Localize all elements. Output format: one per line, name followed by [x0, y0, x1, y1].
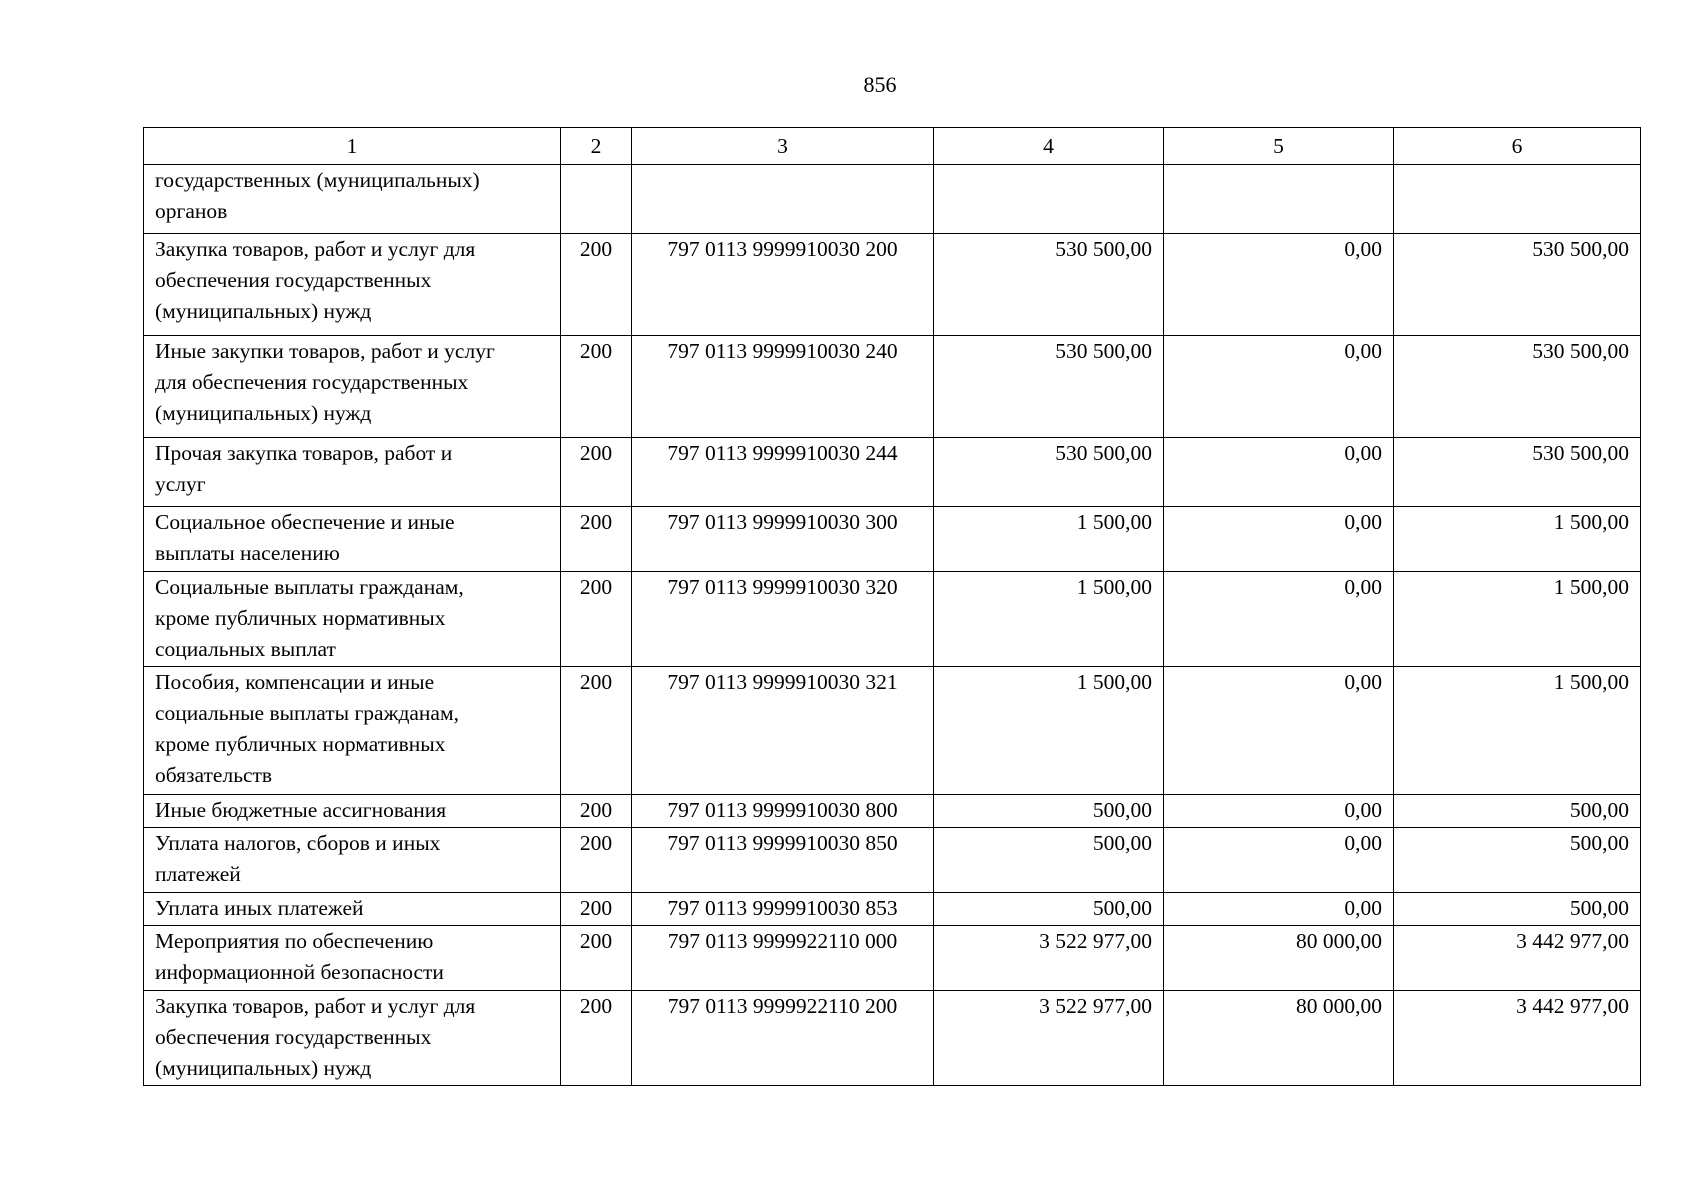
amount-col-5: 0,00	[1164, 572, 1394, 667]
row-column-2: 200	[561, 667, 632, 795]
budget-code: 797 0113 9999910030 240	[632, 336, 934, 438]
budget-code: 797 0113 9999910030 244	[632, 438, 934, 507]
table-header-row	[144, 128, 1641, 165]
amount-col-6: 530 500,00	[1394, 234, 1641, 336]
table-row	[144, 893, 1641, 926]
column-header: 4	[934, 128, 1164, 165]
column-header: 2	[561, 128, 632, 165]
table-row	[144, 165, 1641, 234]
amount-col-4: 500,00	[934, 893, 1164, 926]
column-header: 6	[1394, 128, 1641, 165]
row-label: Закупка товаров, работ и услуг для обеспечения государственных (муниципальных) нужд	[144, 234, 561, 336]
amount-col-5: 0,00	[1164, 234, 1394, 336]
table-row	[144, 795, 1641, 828]
row-label: Мероприятия по обеспечению информационной безопасности	[144, 926, 561, 991]
amount-col-6: 1 500,00	[1394, 572, 1641, 667]
amount-col-4: 530 500,00	[934, 234, 1164, 336]
row-column-2: 200	[561, 991, 632, 1086]
amount-col-6: 3 442 977,00	[1394, 926, 1641, 991]
table-row	[144, 234, 1641, 336]
row-label: Прочая закупка товаров, работ и услуг	[144, 438, 561, 507]
row-column-2: 200	[561, 795, 632, 828]
table-body	[144, 165, 1641, 1086]
amount-col-6: 3 442 977,00	[1394, 991, 1641, 1086]
row-label: Иные закупки товаров, работ и услуг для обеспечения государственных (муниципальных) нужд	[144, 336, 561, 438]
amount-col-6: 530 500,00	[1394, 336, 1641, 438]
budget-code: 797 0113 9999910030 320	[632, 572, 934, 667]
row-label: Уплата налогов, сборов и иных платежей	[144, 828, 561, 893]
amount-col-6: 1 500,00	[1394, 667, 1641, 795]
budget-code: 797 0113 9999910030 300	[632, 507, 934, 572]
column-header: 1	[144, 128, 561, 165]
amount-col-5: 80 000,00	[1164, 991, 1394, 1086]
row-column-2: 200	[561, 507, 632, 572]
row-column-2: 200	[561, 336, 632, 438]
amount-col-4: 1 500,00	[934, 507, 1164, 572]
table-row	[144, 572, 1641, 667]
amount-col-5: 0,00	[1164, 893, 1394, 926]
budget-code: 797 0113 9999910030 850	[632, 828, 934, 893]
row-label: государственных (муниципальных) органов	[144, 165, 561, 234]
amount-col-4: 3 522 977,00	[934, 926, 1164, 991]
row-label: Пособия, компенсации и иные социальные выплаты гражданам, кроме публичных нормативных обязательств	[144, 667, 561, 795]
budget-table	[143, 127, 1641, 1086]
budget-code: 797 0113 9999910030 853	[632, 893, 934, 926]
amount-col-6	[1394, 165, 1641, 234]
budget-code	[632, 165, 934, 234]
amount-col-6: 500,00	[1394, 893, 1641, 926]
row-label: Социальное обеспечение и иные выплаты населению	[144, 507, 561, 572]
row-label: Уплата иных платежей	[144, 893, 561, 926]
amount-col-5: 0,00	[1164, 667, 1394, 795]
amount-col-6: 500,00	[1394, 795, 1641, 828]
amount-col-4	[934, 165, 1164, 234]
table-row	[144, 828, 1641, 893]
amount-col-4: 530 500,00	[934, 438, 1164, 507]
row-label: Закупка товаров, работ и услуг для обеспечения государственных (муниципальных) нужд	[144, 991, 561, 1086]
row-column-2: 200	[561, 926, 632, 991]
amount-col-5: 80 000,00	[1164, 926, 1394, 991]
amount-col-6: 500,00	[1394, 828, 1641, 893]
page-number: 856	[863, 72, 897, 97]
budget-code: 797 0113 9999922110 000	[632, 926, 934, 991]
row-column-2	[561, 165, 632, 234]
amount-col-5: 0,00	[1164, 828, 1394, 893]
column-header: 5	[1164, 128, 1394, 165]
amount-col-4: 530 500,00	[934, 336, 1164, 438]
amount-col-5	[1164, 165, 1394, 234]
table-row	[144, 507, 1641, 572]
row-column-2: 200	[561, 828, 632, 893]
budget-code: 797 0113 9999922110 200	[632, 991, 934, 1086]
row-column-2: 200	[561, 572, 632, 667]
amount-col-5: 0,00	[1164, 795, 1394, 828]
row-label: Иные бюджетные ассигнования	[144, 795, 561, 828]
amount-col-6: 530 500,00	[1394, 438, 1641, 507]
amount-col-5: 0,00	[1164, 507, 1394, 572]
amount-col-5: 0,00	[1164, 438, 1394, 507]
row-column-2: 200	[561, 234, 632, 336]
row-column-2: 200	[561, 438, 632, 507]
budget-code: 797 0113 9999910030 321	[632, 667, 934, 795]
amount-col-4: 3 522 977,00	[934, 991, 1164, 1086]
amount-col-4: 1 500,00	[934, 572, 1164, 667]
budget-code: 797 0113 9999910030 200	[632, 234, 934, 336]
table-row	[144, 336, 1641, 438]
amount-col-4: 500,00	[934, 795, 1164, 828]
amount-col-6: 1 500,00	[1394, 507, 1641, 572]
table-row	[144, 438, 1641, 507]
row-column-2: 200	[561, 893, 632, 926]
table-row	[144, 667, 1641, 795]
table-row	[144, 926, 1641, 991]
table-row	[144, 991, 1641, 1086]
budget-code: 797 0113 9999910030 800	[632, 795, 934, 828]
amount-col-5: 0,00	[1164, 336, 1394, 438]
amount-col-4: 500,00	[934, 828, 1164, 893]
column-header: 3	[632, 128, 934, 165]
amount-col-4: 1 500,00	[934, 667, 1164, 795]
row-label: Социальные выплаты гражданам, кроме публичных нормативных социальных выплат	[144, 572, 561, 667]
